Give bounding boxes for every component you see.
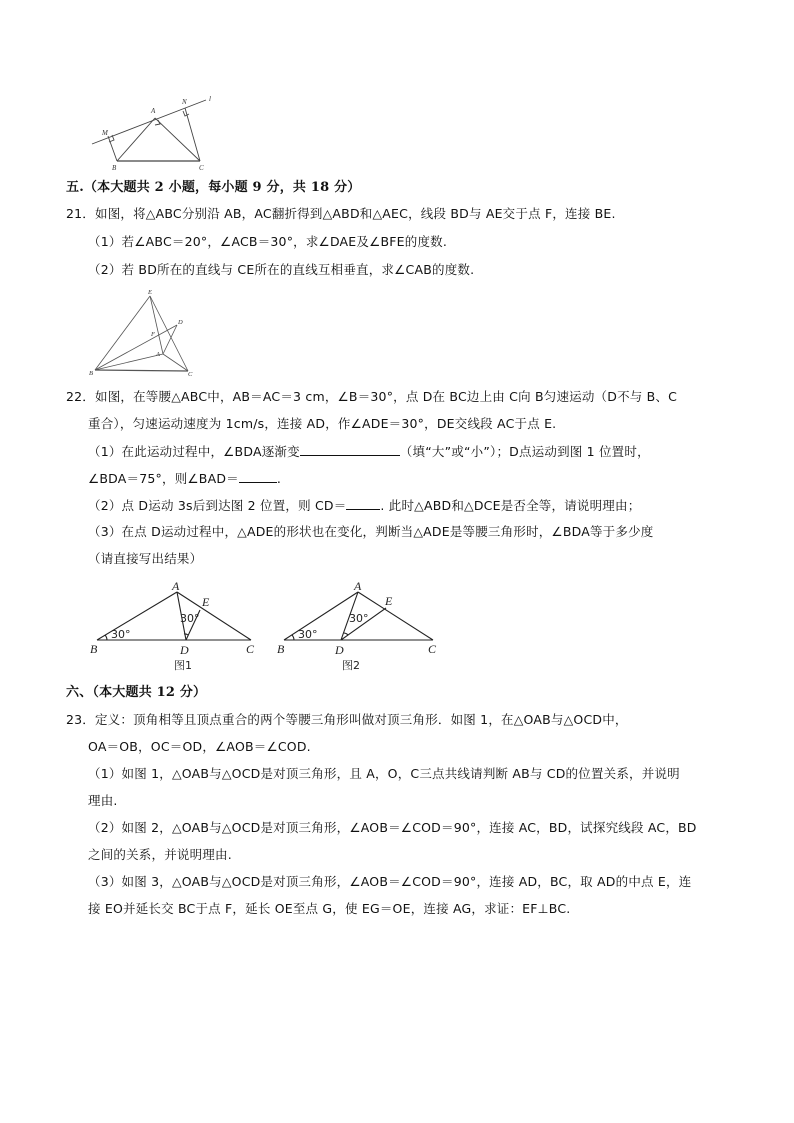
q22-part1-blank-2[interactable] <box>239 470 277 483</box>
fig2-caption: 图2 <box>342 659 360 672</box>
q23-part2-line2: 之间的关系，并说明理由. <box>88 847 232 862</box>
q21-part2: （2）若 BD所在的直线与 CE所在的直线互相垂直，求∠CAB的度数. <box>88 262 475 277</box>
svg-text:A: A <box>172 579 180 593</box>
q23-part1-line1: （1）如图 1，△OAB与△OCD是对顶三角形，且 A，O，C三点共线请判断 AB与 CD的位置关系，并说明 <box>88 766 680 781</box>
fig2-angle-d: 30° <box>349 612 369 625</box>
section-5-heading: 五.（本大题共 2 小题，每小题 9 分，共 18 分） <box>66 180 361 195</box>
q22-part1-text-b: （填“大”或“小”）；D点运动到图 1 位置时， <box>399 444 650 459</box>
q22-part1-line1 <box>88 443 650 460</box>
q22-part1-blank-1[interactable] <box>300 443 400 456</box>
svg-text:B: B <box>112 164 117 172</box>
q23-part2-line1: （2）如图 2，△OAB与△OCD是对顶三角形，∠AOB＝∠COD＝90°，连接 AC，BD，试探究线段 AC，BD <box>88 820 697 835</box>
fig1-angle-d: 30° <box>180 612 200 625</box>
q22-part1-line2 <box>88 470 281 487</box>
q22-part1-text-c: ∠BDA＝75°，则∠BAD＝ <box>88 471 239 486</box>
q21-part1: （1）若∠ABC＝20°，∠ACB＝30°，求∠DAE及∠BFE的度数. <box>88 234 448 249</box>
isosceles-triangle-fig1 <box>88 578 258 678</box>
svg-text:D: D <box>178 319 183 326</box>
svg-text:F: F <box>151 331 155 338</box>
q22-part2-blank[interactable] <box>346 497 380 510</box>
figure-top-triangle <box>88 92 218 172</box>
svg-text:B: B <box>89 370 93 377</box>
svg-text:B: B <box>90 642 98 656</box>
svg-text:D: D <box>180 643 189 657</box>
q23-part3-line1: （3）如图 3，△OAB与△OCD是对顶三角形，∠AOB＝∠COD＝90°，连接 AD，BC，取 AD的中点 E，连 <box>88 874 692 889</box>
q22-figure-2 <box>275 578 445 678</box>
q22-stem-line1: 22．如图，在等腰△ABC中，AB＝AC＝3 cm，∠B＝30°，点 D在 BC边上由 C向 B匀速运动（D不与 B、C <box>66 389 678 404</box>
svg-text:B: B <box>277 642 285 656</box>
svg-text:D: D <box>335 643 344 657</box>
q22-part2 <box>88 497 640 514</box>
triangle-line-diagram <box>88 92 218 172</box>
q21-stem: 21．如图，将△ABC分别沿 AB，AC翻折得到△ABD和△AEC，线段 BD与 AE交于点 F，连接 BE. <box>66 206 616 221</box>
q23-stem-line1: 23．定义：顶角相等且顶点重合的两个等腰三角形叫做对顶三角形．如图 1，在△OAB与△OCD中， <box>66 712 628 727</box>
svg-text:E: E <box>148 289 152 296</box>
section-6-heading: 六、（本大题共 12 分） <box>66 685 207 700</box>
svg-text:A: A <box>156 351 160 358</box>
q22-part2-text-b: . 此时△ABD和△DCE是否全等，请说明理由； <box>380 498 641 513</box>
q21-figure <box>88 288 198 378</box>
q23-stem-line2: OA＝OB，OC＝OD，∠AOB＝∠COD. <box>88 739 311 754</box>
svg-text:M: M <box>102 129 108 137</box>
svg-text:A: A <box>354 579 362 593</box>
fig2-angle-b: 30° <box>298 628 318 641</box>
svg-text:C: C <box>246 642 255 656</box>
isosceles-triangle-fig2 <box>275 578 445 678</box>
q22-figure-1 <box>88 578 258 678</box>
q23-part3-line2: 接 EO并延长交 BC于点 F，延长 OE至点 G，使 EG＝OE，连接 AG，求证：EF⊥BC. <box>88 901 571 916</box>
q23-part1-line2: 理由. <box>88 793 118 808</box>
svg-text:N: N <box>182 98 187 106</box>
q22-part2-text-a: （2）点 D运动 3s后到达图 2 位置，则 CD＝ <box>88 498 347 513</box>
fig1-caption: 图1 <box>174 659 192 672</box>
svg-text:E: E <box>385 594 393 608</box>
svg-text:l: l <box>209 95 211 103</box>
q22-stem-line2: 重合），匀速运动速度为 1cm/s，连接 AD，作∠ADE＝30°，DE交线段 AC于点 E. <box>88 416 557 431</box>
svg-text:C: C <box>199 164 204 172</box>
q22-part3-line1: （3）在点 D运动过程中，△ADE的形状也在变化，判断当△ADE是等腰三角形时，∠BDA等于多少度 <box>88 524 654 539</box>
fold-triangle-diagram <box>88 288 198 378</box>
q22-part1-text-a: （1）在此运动过程中，∠BDA逐渐变 <box>88 444 300 459</box>
svg-text:C: C <box>428 642 437 656</box>
svg-text:E: E <box>202 595 210 609</box>
q22-part1-text-d: . <box>276 471 282 486</box>
fig1-angle-b: 30° <box>111 628 131 641</box>
svg-text:C: C <box>188 371 193 378</box>
q22-part3-line2: （请直接写出结果） <box>88 551 203 566</box>
svg-text:A: A <box>151 107 156 115</box>
